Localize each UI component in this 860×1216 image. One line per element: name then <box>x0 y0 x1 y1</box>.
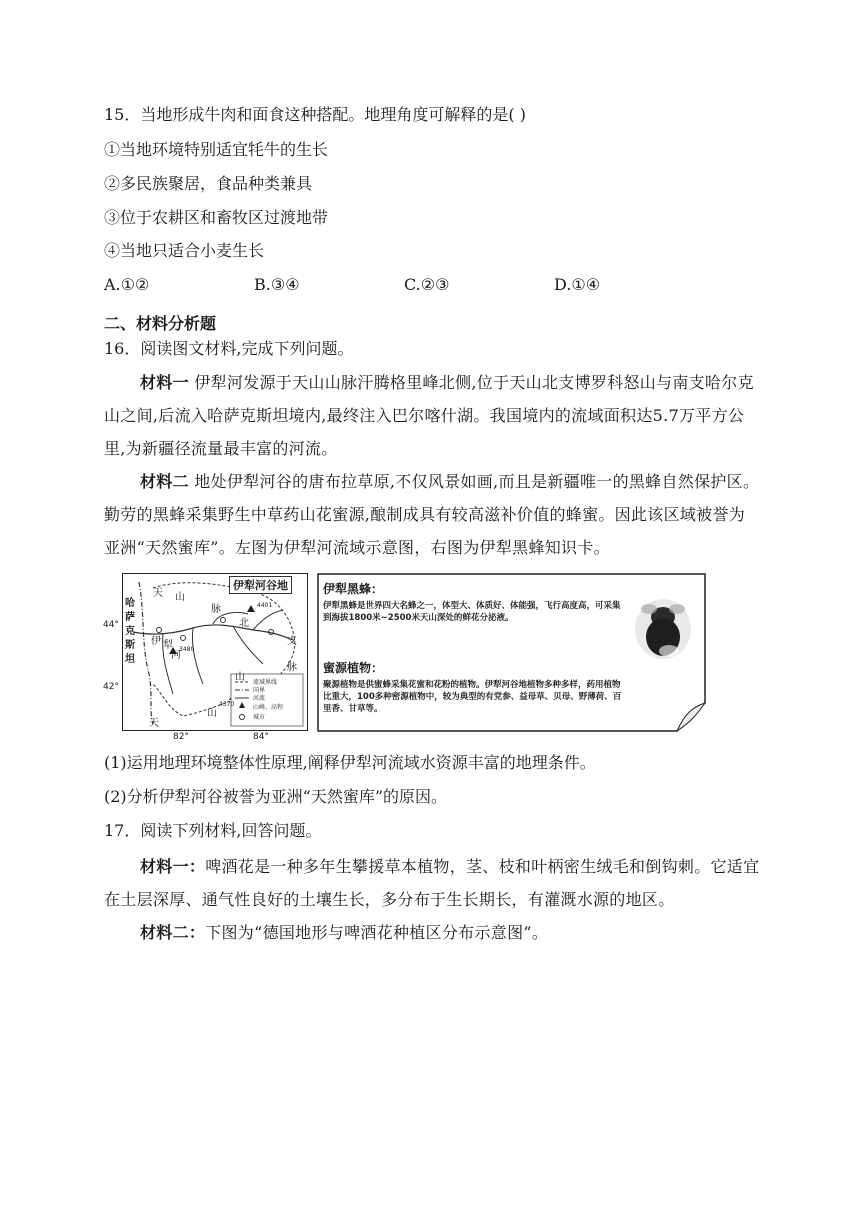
map-label-tian2: 天 <box>149 718 159 729</box>
map-label-yi: 伊 <box>151 636 161 647</box>
q17-material-2-text: 下图为“德国地形与啤酒花种植区分布示意图”。 <box>205 923 549 942</box>
map-legend-5: 城市 <box>253 714 266 721</box>
q16-material-1-lead: 材料一 <box>140 373 189 392</box>
map-label-bei: 北 <box>239 618 249 629</box>
map-label-tian1: 天 <box>153 588 163 599</box>
q15-option-c: C.②③ <box>404 275 450 294</box>
map-label-mai1: 脉 <box>211 604 221 615</box>
q17-stem: 17．阅读下列材料,回答问题。 <box>104 821 322 840</box>
q15-stem: 15．当地形成牛肉和面食这种搭配。地理角度可解释的是( ) <box>104 105 526 124</box>
map-label-ha: 哈 <box>125 598 135 609</box>
map-legend-1: 流域界线 <box>253 679 278 686</box>
map-label-ke: 克 <box>125 626 135 637</box>
q16-sub-1: (1)运用地理环境整体性原理,阐释伊犁河流域水资源丰富的地理条件。 <box>104 753 596 772</box>
q16-sub-2: (2)分析伊犁河谷被誉为亚洲“天然蜜库”的原因。 <box>104 787 448 806</box>
q17-material-1-text: 啤酒花是一种多年生攀援草本植物，茎、枝和叶柄密生绒毛和倒钩刺。它适宜在土层深厚、通气性良好的土壤生长，多分布于生长期长，有灌溉水源的地区。 <box>104 857 760 909</box>
map-label-zhi: 支 <box>287 636 297 647</box>
q17-material-2 <box>104 916 760 949</box>
map-label-shan3: 山 <box>207 708 217 719</box>
q15-option-b: B.③④ <box>254 275 300 294</box>
card-text-bee: 伊犁黑蜂是世界四大名蜂之一，体型大、体质好、体能强，飞行高度高，可采集到海拔1800米~2500米天山深处的鲜花分泌液。 <box>323 601 621 623</box>
map-lon-84: 84° <box>253 732 269 742</box>
map-lat-44: 44° <box>103 620 119 630</box>
q16-material-2 <box>104 465 760 564</box>
map-peak-3: 4370 <box>219 701 235 708</box>
map-label-he: 河 <box>171 650 181 661</box>
map-legend-2: 国界 <box>253 687 266 694</box>
yili-river-map <box>103 573 308 742</box>
q15-item-1: ①当地环境特别适宜牦牛的生长 <box>104 140 329 159</box>
q17-material-2-lead: 材料二： <box>140 923 206 942</box>
map-label-shan1: 山 <box>175 592 185 603</box>
card-title-plants: 蜜源植物： <box>323 661 384 675</box>
q16-material-1 <box>104 366 760 465</box>
map-label-li: 犁 <box>163 640 173 651</box>
map-lat-42: 42° <box>103 682 119 692</box>
black-bee-card <box>317 573 707 733</box>
card-text-plants: 聚源植物是供蜜蜂采集花蜜和花粉的植物。伊犁河谷地植物多种多样，药用植物比重大，100多种密源植物中，较为典型的有党参、益母草、贝母、野薄荷、百里香、甘草等。 <box>323 680 622 714</box>
q17-material-1-lead: 材料一： <box>140 857 206 876</box>
q16-stem: 16．阅读图文材料,完成下列问题。 <box>104 339 354 358</box>
map-title: 伊犁河谷地 <box>229 576 292 594</box>
map-legend-3: 河流 <box>253 695 266 702</box>
q16-material-2-lead: 材料二 <box>140 472 189 491</box>
map-label-tan: 坦 <box>125 654 135 665</box>
map-label-shan2: 山 <box>235 672 245 683</box>
q15-item-3: ③位于农耕区和畜牧区过渡地带 <box>104 208 329 227</box>
q16-material-2-text: 地处伊犁河谷的唐布拉草原,不仅风景如画,而且是新疆唯一的黑蜂自然保护区。勤劳的黑蜂采集野生中草药山花蜜源,酿制成具有较高滋补价值的蜂蜜。因此该区域被誉为亚洲“天然蜜库”。左图为伊犁河流域示意图，右图为伊犁黑蜂知识卡。 <box>104 472 760 557</box>
bee-photo <box>635 599 691 659</box>
map-legend-4: 山峰、高程 <box>253 704 284 711</box>
map-label-si: 斯 <box>125 640 135 651</box>
map-peak-1: 4401 <box>257 602 273 609</box>
q15-option-a: A.①② <box>104 275 150 294</box>
q15-item-4: ④当地只适合小麦生长 <box>104 241 265 260</box>
map-lon-82: 82° <box>173 732 189 742</box>
q17-material-1 <box>104 850 760 916</box>
q15-option-d: D.①④ <box>554 275 601 294</box>
section-heading: 二、材料分析题 <box>104 314 217 333</box>
q16-material-1-text: 伊犁河发源于天山山脉汗腾格里峰北侧,位于天山北支博罗科怒山与南支哈尔克山之间,后流入哈萨克斯坦境内,最终注入巴尔喀什湖。我国境内的流域面积达5.7万平方公里,为新疆径流量最丰富的河流。 <box>104 373 754 458</box>
card-title-bee: 伊犁黑蜂： <box>323 582 384 596</box>
map-label-sa: 萨 <box>125 612 135 623</box>
q15-item-2: ②多民族聚居，食品种类兼具 <box>104 174 313 193</box>
map-peak-2: 3480 <box>179 646 195 653</box>
map-label-mai2: 脉 <box>287 662 297 673</box>
